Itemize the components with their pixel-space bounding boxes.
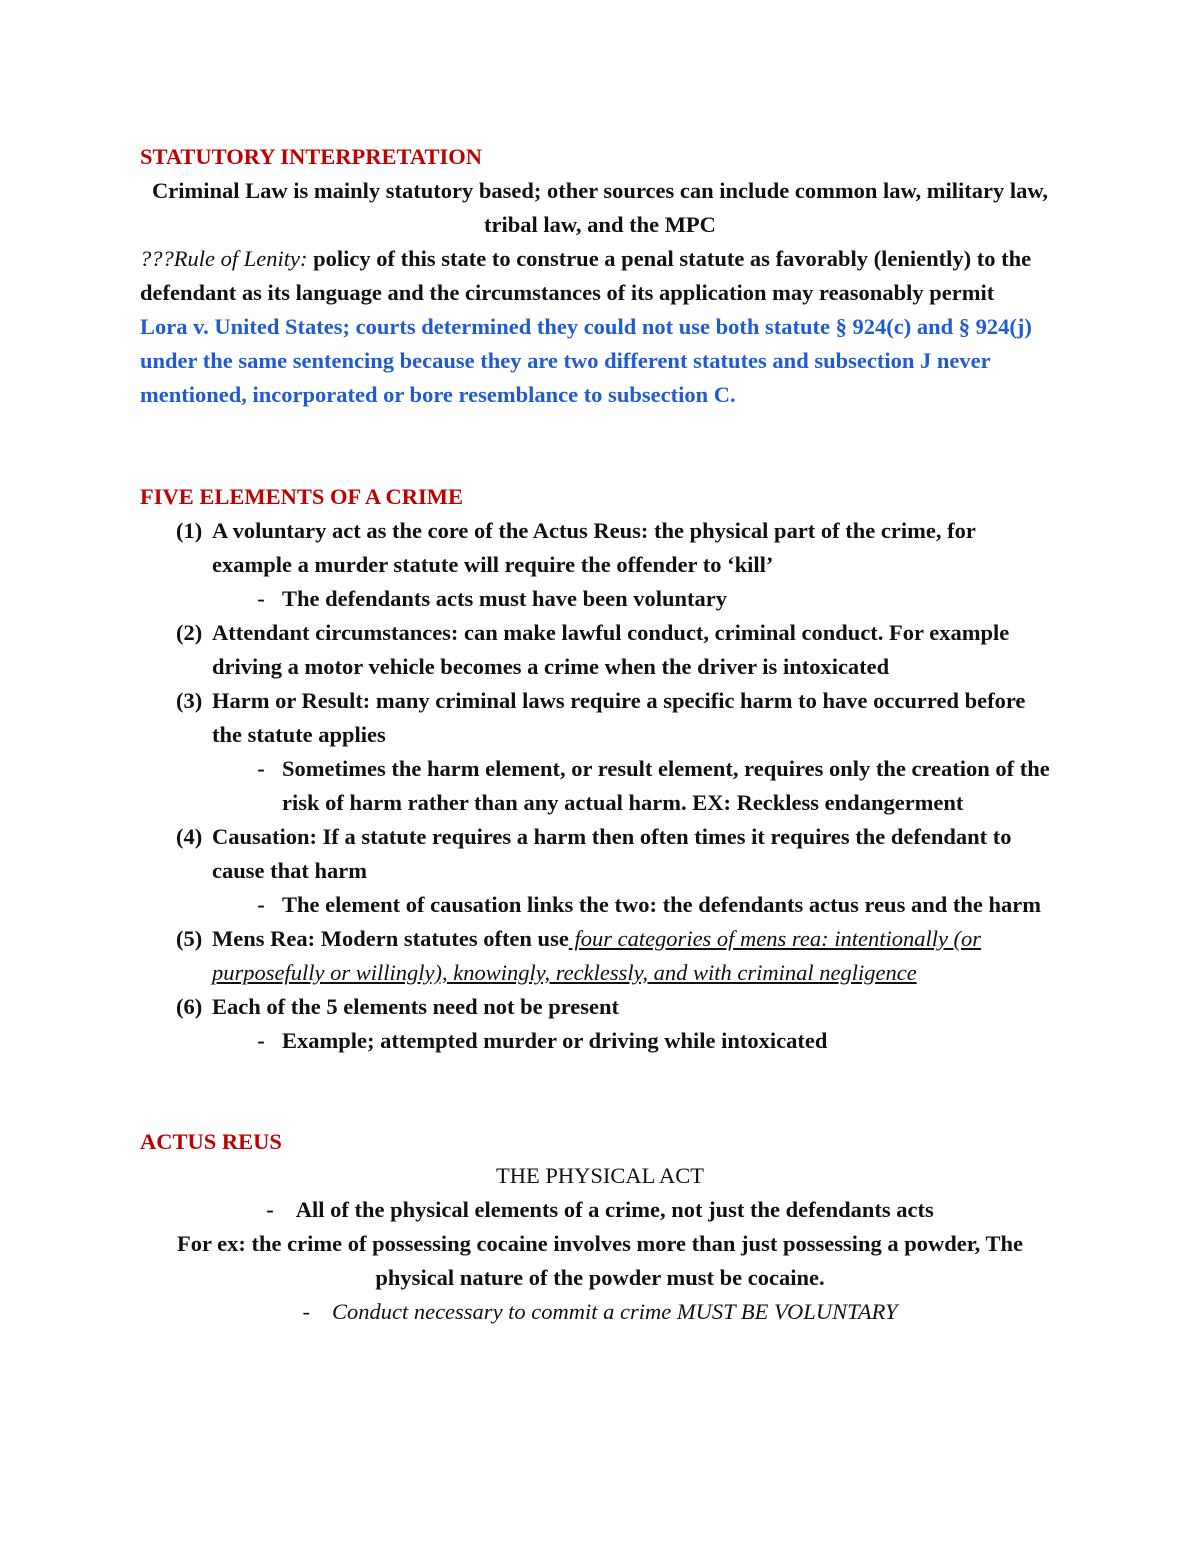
sub-item: - Sometimes the harm element, or result element, requires only the creation of the risk of harm rather than any actual harm. EX: Reckless endangerment [176, 752, 1060, 820]
list-item [176, 820, 1060, 888]
list-number: (6) [176, 994, 203, 1019]
list-text: A voluntary act as the core of the Actus Reus: the physical part of the crime, for example a murder statute will require the offender to ‘kill’ [212, 518, 976, 577]
list-number: (2) [176, 620, 203, 645]
rule-of-lenity-label: ???Rule of Lenity: [140, 246, 308, 271]
rule-of-lenity-paragraph [140, 242, 1060, 310]
list-text [212, 922, 1060, 990]
list-text: Causation: If a statute requires a harm then often times it requires the defendant to cause that harm [212, 824, 1012, 883]
actus-reus-bullet-text: All of the physical elements of a crime, not just the defendants acts [295, 1197, 934, 1222]
list-number: (3) [176, 688, 203, 713]
sub-item-text: The element of causation links the two: the defendants actus reus and the harm [282, 892, 1041, 917]
list-text: Harm or Result: many criminal laws require a specific harm to have occurred before the statute applies [212, 688, 1026, 747]
cocaine-example: For ex: the crime of possessing cocaine involves more than just possessing a powder, The physical nature of the powder must be cocaine. [176, 1231, 1024, 1290]
mens-rea-categories: four categories of mens rea: intentionally (or purposefully or willingly), knowingly, recklessly, and with criminal negligence [212, 926, 982, 985]
list-number: (5) [176, 926, 203, 951]
list-text: Each of the 5 elements need not be present [212, 994, 620, 1019]
sub-item-text: The defendants acts must have been voluntary [282, 586, 728, 611]
list-text: Attendant circumstances: can make lawful conduct, criminal conduct. For example driving a motor vehicle becomes a crime when the driver is intoxicated [212, 620, 1010, 679]
heading-five-elements: FIVE ELEMENTS OF A CRIME [140, 484, 463, 509]
list-item [176, 616, 1060, 684]
list-item [176, 922, 1060, 990]
list-number: (4) [176, 824, 203, 849]
physical-act-subtitle: THE PHYSICAL ACT [496, 1163, 704, 1188]
sub-item-text: Sometimes the harm element, or result element, requires only the creation of the risk of harm rather than any actual harm. EX: Reckless endangerment [282, 756, 1050, 815]
actus-reus-bullet: - All of the physical elements of a crime, not just the defendants acts [266, 1197, 934, 1222]
voluntary-bullet-text: Conduct necessary to commit a crime MUST BE VOLUNTARY [331, 1299, 898, 1324]
sub-item-text: Example; attempted murder or driving while intoxicated [282, 1028, 828, 1053]
sub-item: - The element of causation links the two: the defendants actus reus and the harm [176, 888, 1060, 922]
intro-paragraph: Criminal Law is mainly statutory based; other sources can include common law, military law, tribal law, and the MPC [151, 178, 1049, 237]
case-lora-paragraph: Lora v. United States; courts determined they could not use both statute § 924(c) and § 924(j) under the same sentencing because they are two different statutes and subsection J never mentioned, incorporated or bore resemblance to subsection C. [140, 314, 1032, 407]
sub-item: - Example; attempted murder or driving while intoxicated [176, 1024, 1060, 1058]
heading-statutory-interpretation: STATUTORY INTERPRETATION [140, 144, 482, 169]
mens-rea-text: Mens Rea: Modern statutes often use [212, 926, 569, 951]
heading-actus-reus: ACTUS REUS [140, 1129, 282, 1154]
sub-item: - The defendants acts must have been voluntary [176, 582, 1060, 616]
list-item [176, 514, 1060, 582]
list-item [176, 684, 1060, 752]
list-number: (1) [176, 518, 203, 543]
voluntary-bullet: - Conduct necessary to commit a crime MUST BE VOLUNTARY [302, 1299, 898, 1324]
elements-list [140, 514, 1060, 1058]
rule-of-lenity-text: policy of this state to construe a penal statute as favorably (leniently) to the defendant as its language and the circumstances of its application may reasonably permit [140, 246, 1032, 305]
document-body [140, 140, 1060, 1329]
list-item [176, 990, 1060, 1024]
